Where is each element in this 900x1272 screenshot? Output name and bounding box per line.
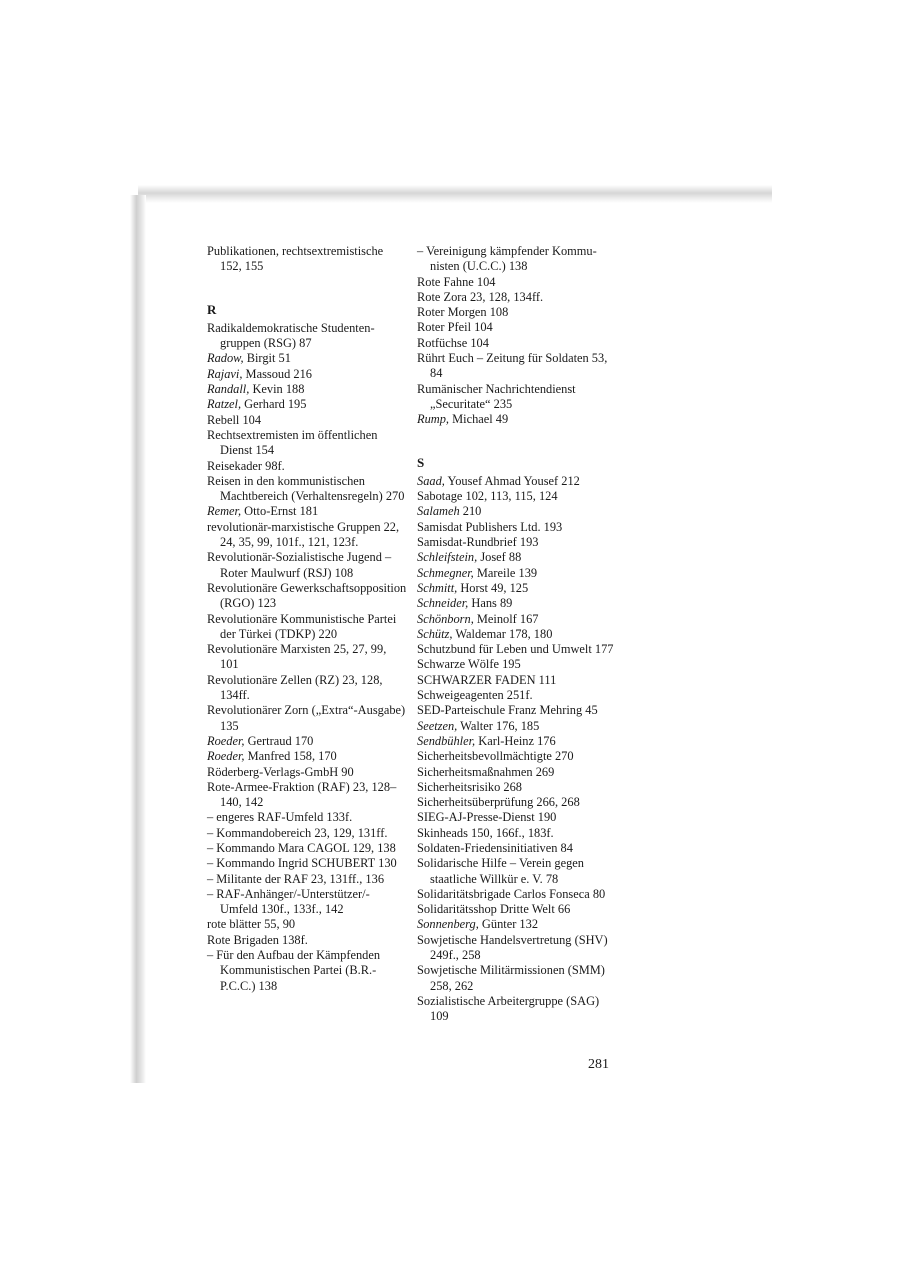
index-entry-text: Samisdat Publishers Ltd. 193 [417, 519, 563, 534]
pre-entries [207, 244, 407, 275]
section-gap [207, 275, 407, 302]
index-entry-text: Rebell 104 [207, 412, 262, 427]
index-entry [207, 520, 407, 551]
index-entry-name: Rump, [417, 412, 450, 427]
index-entry-text: – Vereinigung kämpfender Kommunisten (U.C.C.) 138 [417, 244, 597, 274]
index-entry [207, 397, 407, 412]
index-entry-name: Roeder, [207, 749, 245, 764]
index-entry-text: Sowjetische Militärmissionen (SMM) 258, 262 [417, 963, 605, 993]
index-entry [207, 474, 407, 505]
index-entry-text: Rechtsextremisten im öffentlichen Dienst 154 [207, 427, 378, 458]
index-entry-text: Manfred 158, 170 [244, 749, 337, 764]
scan-edge-top [138, 185, 772, 203]
index-entry [417, 244, 617, 275]
index-entry-name: Sonnenberg, [417, 917, 479, 932]
index-entry-text: rote blätter 55, 90 [207, 917, 296, 932]
index-entry [207, 581, 407, 612]
index-entry [207, 642, 407, 673]
section-gap [417, 428, 617, 455]
index-entry-text: Rote Fahne 104 [417, 274, 496, 289]
index-entry-text: 210 [459, 504, 482, 519]
index-entry [207, 703, 407, 734]
section-letter: R [207, 301, 217, 317]
index-entry [207, 734, 407, 749]
index-entry-name: Schmegner, [417, 565, 474, 580]
index-entry-text: Skinheads 150, 166f., 183f. [417, 825, 554, 840]
index-entry [417, 688, 617, 703]
index-entry-text: Roter Morgen 108 [417, 305, 509, 320]
index-entry-text: Karl-Heinz 176 [475, 733, 556, 748]
index-entry [207, 887, 407, 918]
index-entry-text: Michael 49 [449, 412, 509, 427]
index-entry [417, 596, 617, 611]
index-entry [417, 963, 617, 994]
index-entry [207, 826, 407, 841]
section-entries [417, 474, 617, 1025]
index-entry-text: Gerhard 195 [241, 397, 307, 412]
index-entry [417, 765, 617, 780]
index-entry [417, 719, 617, 734]
index-entry [207, 872, 407, 887]
index-entry [417, 336, 617, 351]
index-entry [207, 749, 407, 764]
index-entry [417, 566, 617, 581]
index-entry-name: Roeder, [207, 733, 245, 748]
index-entry [417, 627, 617, 642]
index-entry [417, 657, 617, 672]
index-entry-text: Walter 176, 185 [457, 718, 540, 733]
index-entry [417, 382, 617, 413]
index-entry-text: Sicherheitsrisiko 268 [417, 779, 522, 794]
index-entry [417, 550, 617, 565]
index-entry [417, 749, 617, 764]
index-entry [417, 703, 617, 718]
index-entry [207, 244, 407, 275]
index-entry-text: Schwarze Wölfe 195 [417, 657, 521, 672]
index-entry [417, 412, 617, 427]
index-entry-text: Rotfüchse 104 [417, 335, 489, 350]
index-entry-text: Publikationen, rechtsextremistische 152, 155 [207, 244, 384, 274]
index-column-left [207, 244, 407, 994]
index-entry-text: Revolutionärer Zorn („Extra“-Ausgabe) 135 [207, 703, 406, 733]
index-entry [417, 642, 617, 657]
index-entry-text: Sicherheitsüberprüfung 266, 268 [417, 795, 580, 810]
index-entry-text: Solidaritätsbrigade Carlos Fonseca 80 [417, 886, 606, 901]
index-entry-text: Mareile 139 [473, 565, 538, 580]
index-entry [417, 795, 617, 810]
index-entry [417, 275, 617, 290]
index-entry-text: Waldemar 178, 180 [452, 626, 553, 641]
index-entry [207, 351, 407, 366]
index-entry-text: Reisekader 98f. [207, 458, 285, 473]
index-entry [417, 520, 617, 535]
index-entry-text: SCHWARZER FADEN 111 [417, 672, 557, 687]
index-entry-text: Roter Pfeil 104 [417, 320, 493, 335]
index-entry [207, 841, 407, 856]
index-entry-text: Hans 89 [468, 596, 513, 611]
index-entry-text: – Kommando Mara CAGOL 129, 138 [207, 840, 396, 855]
index-entry [417, 612, 617, 627]
index-entry-text: Sozialistische Arbeitergruppe (SAG) 109 [417, 993, 600, 1024]
index-entry-text: Horst 49, 125 [457, 580, 529, 595]
index-entry-text: Sicherheitsmaßnahmen 269 [417, 764, 555, 779]
index-entry-name: Sendbühler, [417, 733, 476, 748]
index-entry [417, 320, 617, 335]
index-entry-text: – Kommandobereich 23, 129, 131ff. [207, 825, 388, 840]
index-entry [207, 933, 407, 948]
index-entry-text: Günter 132 [478, 917, 539, 932]
index-entry-name: Schleifstein, [417, 550, 478, 565]
index-entry-text: Soldaten-Friedensinitiativen 84 [417, 840, 573, 855]
index-entry-text: Sowjetische Handelsvertretung (SHV) 249f., 258 [417, 932, 608, 963]
index-entry [207, 504, 407, 519]
index-entry-name: Rajavi, [207, 366, 243, 381]
index-entry-name: Schönborn, [417, 611, 474, 626]
index-entry [417, 474, 617, 489]
index-entry [207, 673, 407, 704]
index-entry [417, 673, 617, 688]
index-entry-text: Samisdat-Rundbrief 193 [417, 535, 539, 550]
index-entry [417, 535, 617, 550]
index-entry [207, 765, 407, 780]
index-entry-text: – Kommando Ingrid SCHUBERT 130 [207, 856, 397, 871]
index-entry [207, 612, 407, 643]
index-entry [207, 810, 407, 825]
index-entry [417, 841, 617, 856]
section-entries [207, 321, 407, 994]
index-entry [417, 734, 617, 749]
index-entry [207, 367, 407, 382]
index-entry-text: Meinolf 167 [473, 611, 539, 626]
index-entry-name: Saad, [417, 473, 445, 488]
index-entry-text: Josef 88 [477, 550, 522, 565]
index-entry-text: – Für den Aufbau der Kämpfenden Kommunistischen Partei (B.R.-P.C.C.) 138 [207, 948, 381, 993]
index-entry [417, 917, 617, 932]
index-entry-text: Revolutionäre Gewerkschaftsopposition (RGO) 123 [207, 580, 407, 611]
index-entry-text: Schutzbund für Leben und Umwelt 177 [417, 642, 614, 657]
index-entry-name: Seetzen, [417, 718, 458, 733]
index-entry [417, 902, 617, 917]
pre-entries [417, 244, 617, 428]
index-entry-text: Rote Brigaden 138f. [207, 932, 308, 947]
index-entry-text: revolutionär-marxistische Gruppen 22, 24, 35, 99, 101f., 121, 123f. [207, 519, 400, 550]
index-entry-text: Reisen in den kommunistischen Machtbereich (Verhaltensregeln) 270 [207, 473, 405, 504]
index-entry-text: – Militante der RAF 23, 131ff., 136 [207, 871, 385, 886]
index-entry-text: Rote-Armee-Fraktion (RAF) 23, 128–140, 142 [207, 779, 397, 810]
index-entry [207, 856, 407, 871]
index-entry-name: Radow, [207, 351, 244, 366]
index-entry [207, 550, 407, 581]
index-column-right [417, 244, 617, 1025]
index-entry-name: Salameh [417, 504, 460, 519]
index-entry-text: Sabotage 102, 113, 115, 124 [417, 489, 558, 504]
index-entry-text: Solidarische Hilfe – Verein gegen staatliche Willkür e. V. 78 [417, 856, 584, 886]
index-entry-text: Röderberg-Verlags-GmbH 90 [207, 764, 354, 779]
index-entry-text: Schweigeagenten 251f. [417, 688, 533, 703]
index-entry-text: Kevin 188 [249, 382, 305, 397]
index-entry-text: Revolutionär-Sozialistische Jugend – Roter Maulwurf (RSJ) 108 [207, 550, 392, 580]
index-entry-text: SED-Parteischule Franz Mehring 45 [417, 703, 598, 718]
index-entry-name: Randall, [207, 382, 250, 397]
index-entry [417, 351, 617, 382]
index-entry-text: Birgit 51 [243, 351, 291, 366]
index-entry [417, 581, 617, 596]
index-entry [207, 428, 407, 459]
index-entry [207, 917, 407, 932]
index-entry [417, 489, 617, 504]
index-entry-text: Radikaldemokratische Studentengruppen (RSG) 87 [207, 320, 375, 351]
index-entry-name: Ratzel, [207, 397, 242, 412]
scan-edge-left [130, 195, 146, 1083]
index-entry [417, 994, 617, 1025]
index-entry-text: SIEG-AJ-Presse-Dienst 190 [417, 810, 557, 825]
index-entry [207, 382, 407, 397]
index-entry-text: Otto-Ernst 181 [241, 504, 319, 519]
index-entry-name: Remer, [207, 504, 242, 519]
index-entry-text: Massoud 216 [242, 366, 312, 381]
index-entry [207, 321, 407, 352]
index-entry [417, 887, 617, 902]
index-entry [207, 780, 407, 811]
index-entry [417, 810, 617, 825]
section-letter: S [417, 454, 425, 470]
index-entry [417, 290, 617, 305]
index-entry [417, 856, 617, 887]
index-entry [417, 780, 617, 795]
index-entry-text: Revolutionäre Marxisten 25, 27, 99, 101 [207, 642, 387, 672]
index-entry-text: Sicherheitsbevollmächtigte 270 [417, 749, 574, 764]
index-entry-name: Schütz, [417, 626, 453, 641]
index-entry-name: Schneider, [417, 596, 469, 611]
index-entry-name: Schmitt, [417, 580, 458, 595]
index-entry-text: – engeres RAF-Umfeld 133f. [207, 810, 353, 825]
index-entry-text: Gertraud 170 [244, 733, 314, 748]
index-entry-text: Rührt Euch – Zeitung für Soldaten 53, 84 [417, 351, 608, 381]
index-entry-text: Solidaritätsshop Dritte Welt 66 [417, 902, 571, 917]
index-entry [417, 305, 617, 320]
index-entry [417, 933, 617, 964]
index-entry-text: Revolutionäre Zellen (RZ) 23, 128, 134ff. [207, 672, 383, 703]
index-entry-text: Yousef Ahmad Yousef 212 [444, 473, 580, 488]
index-entry [207, 459, 407, 474]
index-entry-text: Rumänischer Nachrichtendienst „Securitate“ 235 [417, 381, 576, 411]
index-entry-text: – RAF-Anhänger/-Unterstützer/-Umfeld 130f., 133f., 142 [207, 886, 370, 917]
index-entry [417, 504, 617, 519]
index-entry [207, 948, 407, 994]
index-entry-text: Revolutionäre Kommunistische Partei der Türkei (TDKP) 220 [207, 611, 397, 641]
index-entry [207, 413, 407, 428]
index-entry [417, 826, 617, 841]
index-entry-text: Rote Zora 23, 128, 134ff. [417, 289, 544, 304]
page-number: 281 [588, 1057, 609, 1072]
